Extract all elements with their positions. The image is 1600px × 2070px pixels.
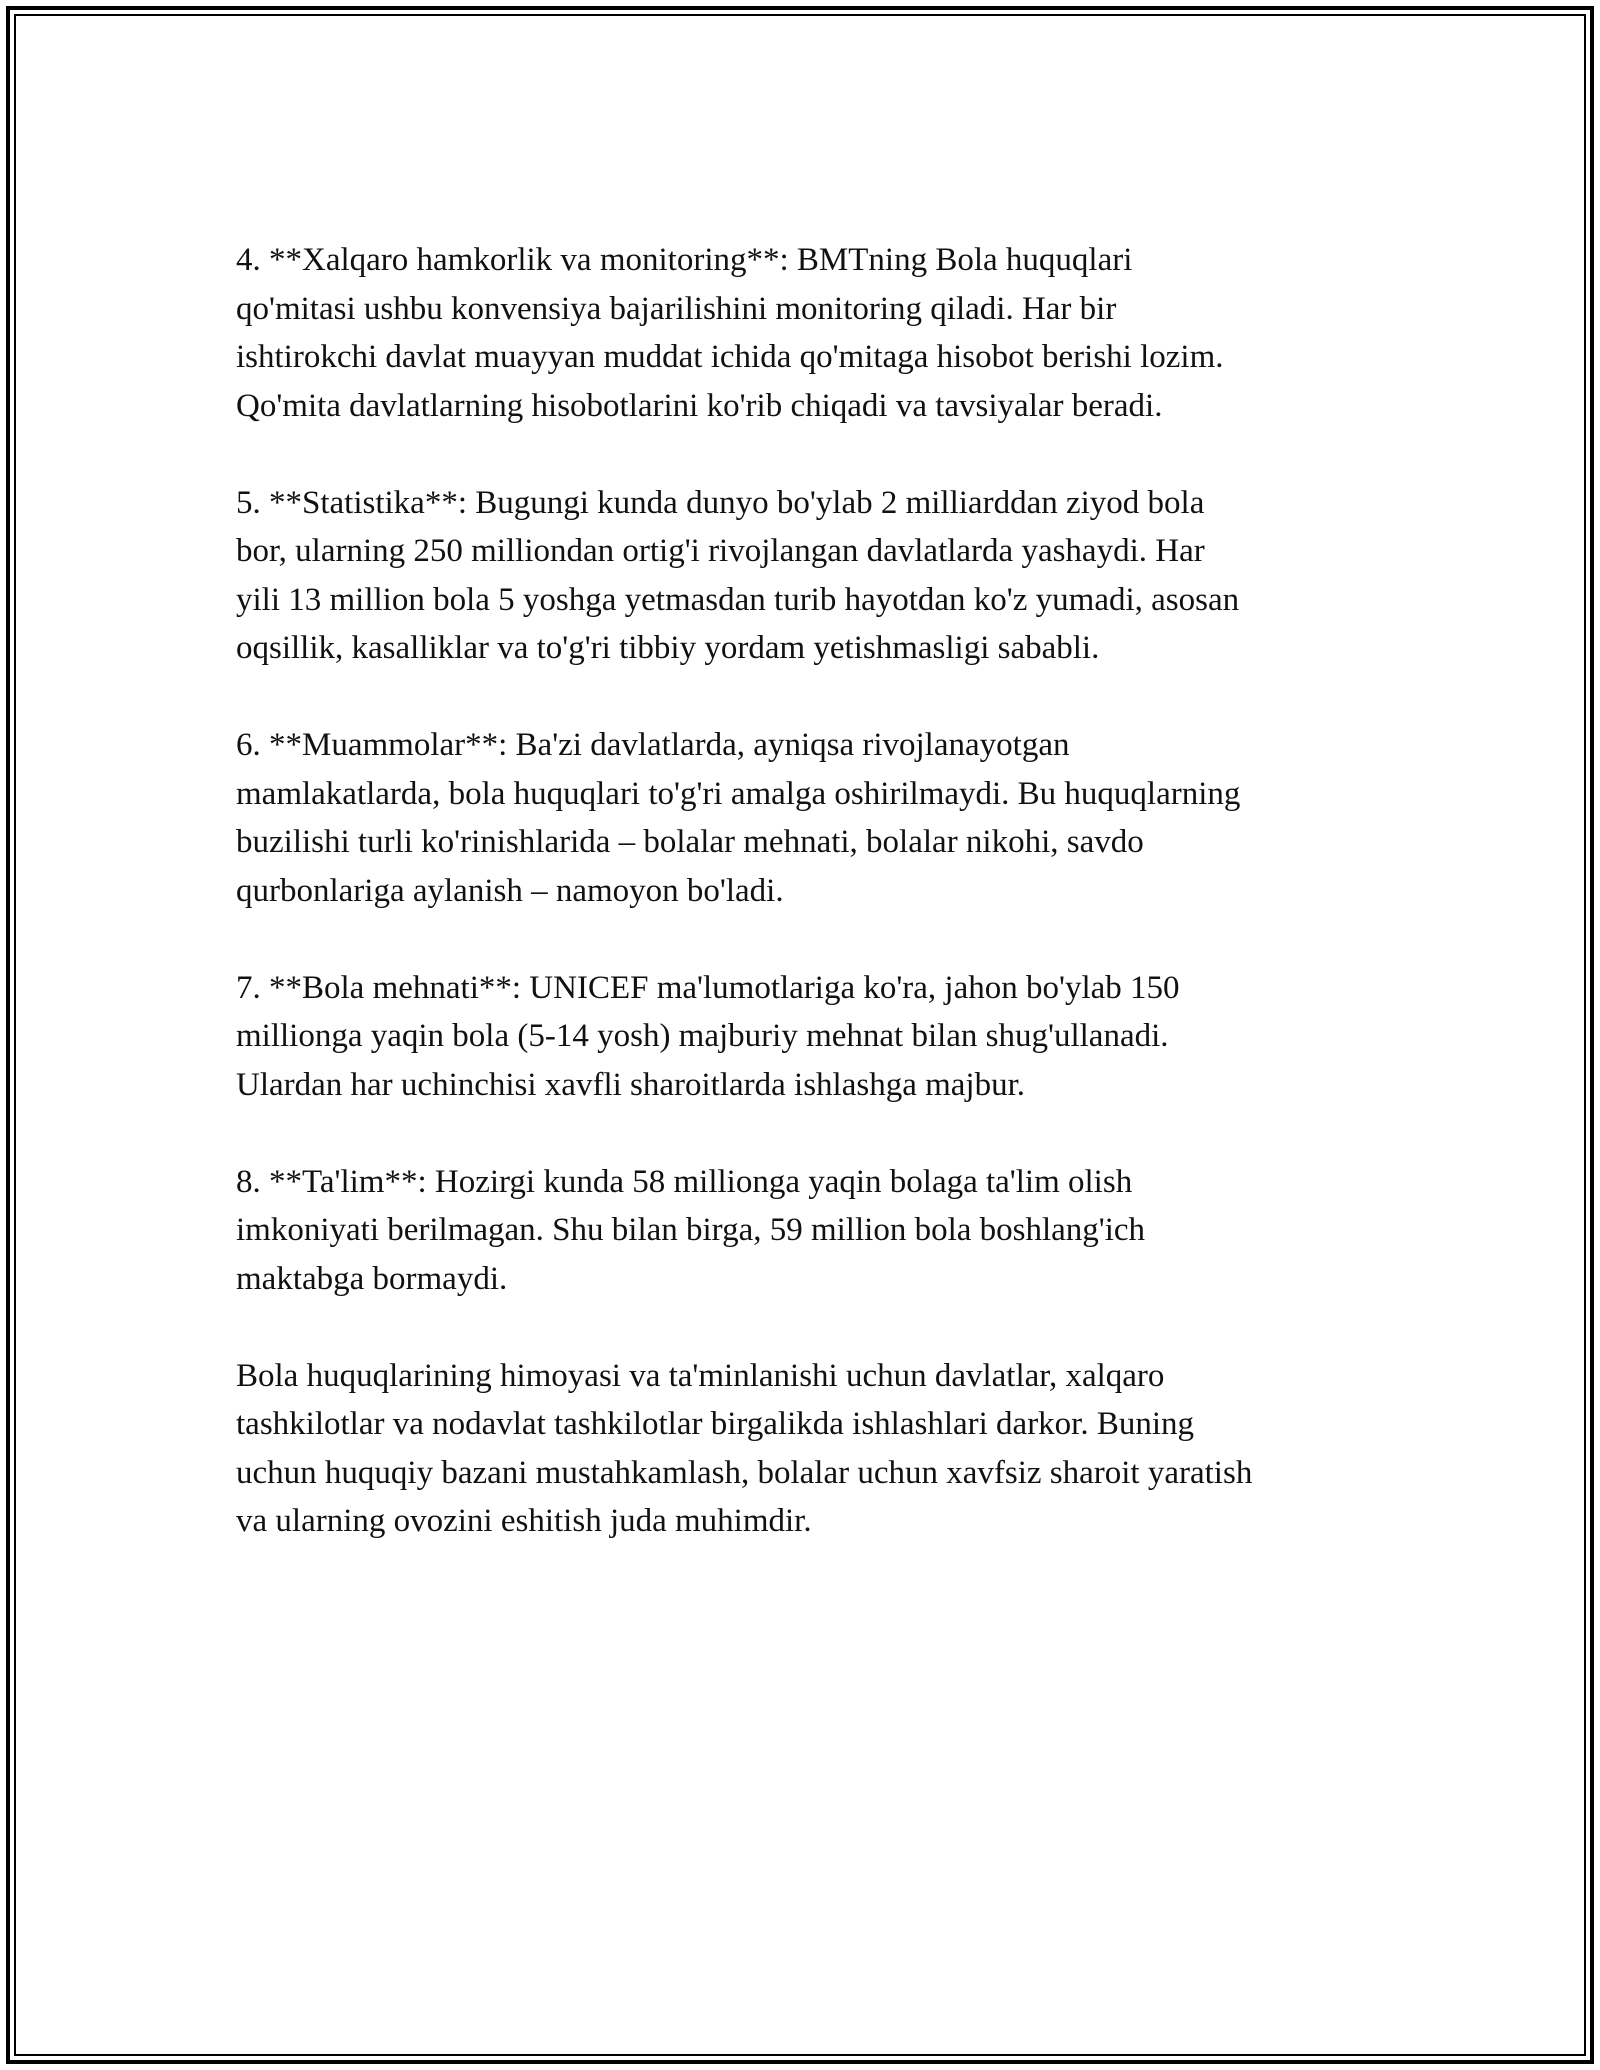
text-line: imkoniyati berilmagan. Shu bilan birga, 59 million bola boshlang'ich (236, 1212, 1146, 1248)
text-line: buzilishi turli ko'rinishlarida – bolalar mehnati, bolalar nikohi, savdo (236, 824, 1144, 860)
text-line: bor, ularning 250 milliondan ortig'i rivojlangan davlatlarda yashaydi. Har (236, 533, 1205, 569)
text-line: oqsillik, kasalliklar va to'g'ri tibbiy yordam yetishmasligi sababli. (236, 630, 1100, 666)
text-line: qurbonlariga aylanish – namoyon bo'ladi. (236, 872, 784, 909)
text-line: maktabga bormaydi. (236, 1260, 508, 1297)
text-line: Qo'mita davlatlarning hisobotlarini ko'rib chiqadi va tavsiyalar beradi. (236, 387, 1163, 424)
text-line: ishtirokchi davlat muayyan muddat ichida qo'mitaga hisobot berishi lozim. (236, 339, 1224, 375)
text-line: qo'mitasi ushbu konvensiya bajarilishini monitoring qiladi. Har bir (236, 290, 1117, 327)
text-line: 6. **Muammolar**: Ba'zi davlatlarda, ayniqsa rivojlanayotgan (236, 727, 1070, 763)
text-line: uchun huquqiy bazani mustahkamlash, bolalar uchun xavfsiz sharoit yaratish (236, 1454, 1253, 1491)
text-line: Bola huquqlarining himoyasi va ta'minlanishi uchun davlatlar, xalqaro (236, 1357, 1165, 1394)
paragraph-education (236, 1158, 1386, 1304)
paragraph-conclusion (236, 1352, 1386, 1546)
paragraph-problems (236, 721, 1386, 915)
text-line: Ulardan har uchinchisi xavfli sharoitlarda ishlashga majbur. (236, 1066, 1026, 1103)
document-body (236, 236, 1386, 1594)
text-line: va ularning ovozini eshitish juda muhimdir. (236, 1503, 812, 1539)
text-line: millionga yaqin bola (5-14 yosh) majburiy mehnat bilan shug'ullanadi. (236, 1018, 1169, 1054)
text-line: 5. **Statistika**: Bugungi kunda dunyo bo'ylab 2 milliarddan ziyod bola (236, 484, 1205, 521)
text-line: yili 13 million bola 5 yoshga yetmasdan turib hayotdan ko'z yumadi, asosan (236, 581, 1240, 618)
text-line: 4. **Xalqaro hamkorlik va monitoring**: BMTning Bola huquqlari (236, 242, 1133, 278)
text-line: 8. **Ta'lim**: Hozirgi kunda 58 millionga yaqin bolaga ta'lim olish (236, 1163, 1133, 1200)
paragraph-child-labor (236, 964, 1386, 1110)
text-line: mamlakatlarda, bola huquqlari to'g'ri amalga oshirilmaydi. Bu huquqlarning (236, 775, 1241, 812)
paragraph-statistics (236, 479, 1386, 673)
text-line: 7. **Bola mehnati**: UNICEF ma'lumotlariga ko'ra, jahon bo'ylab 150 (236, 969, 1180, 1006)
text-line: tashkilotlar va nodavlat tashkilotlar birgalikda ishlashlari darkor. Buning (236, 1406, 1195, 1442)
paragraph-international-cooperation (236, 236, 1386, 430)
